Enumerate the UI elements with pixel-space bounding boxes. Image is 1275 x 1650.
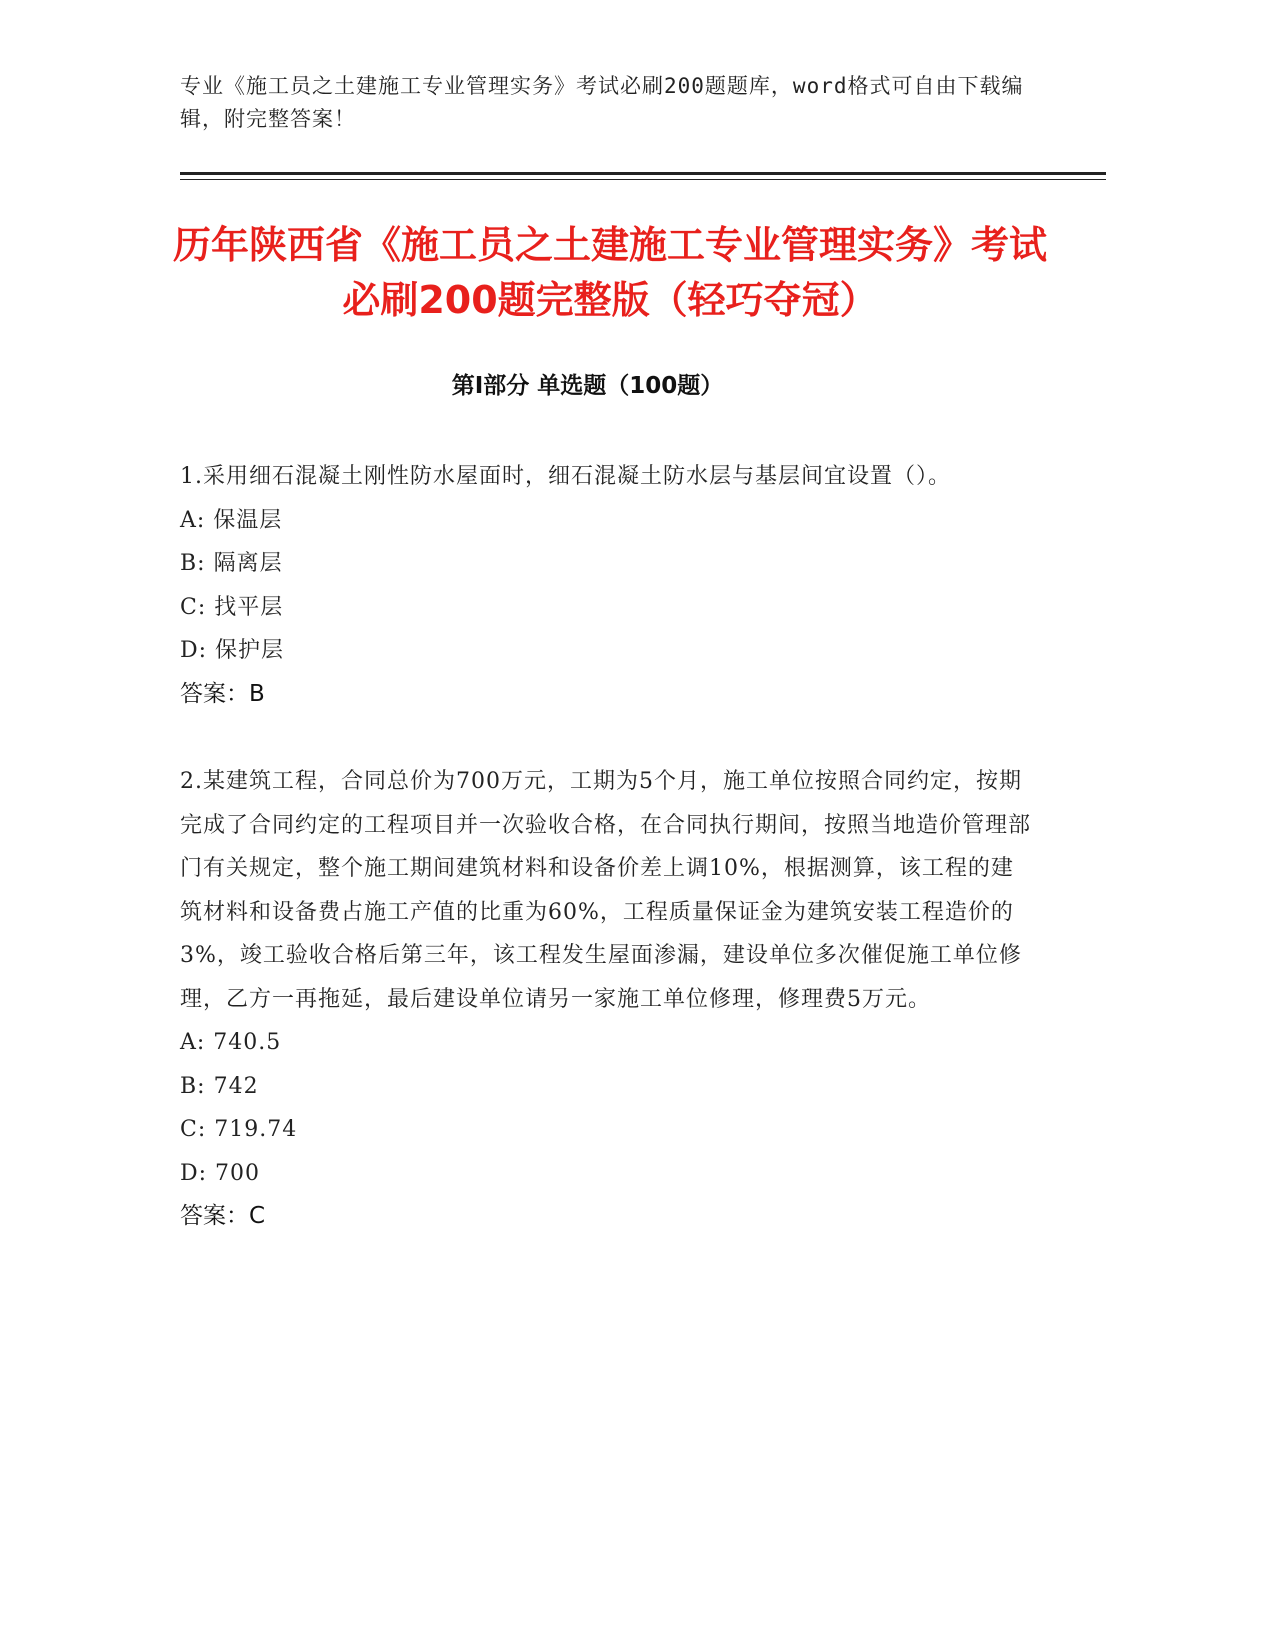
option-a: A: 740.5 <box>180 1030 282 1055</box>
question-1 <box>180 455 1040 716</box>
section-title: 第Ⅰ部分 单选题（100题） <box>451 373 724 399</box>
question-list <box>180 455 1040 1283</box>
option-c: C: 719.74 <box>180 1117 298 1142</box>
document-title: 历年陕西省《施工员之土建施工专业管理实务》考试必刷200题完整版（轻巧夺冠） <box>172 223 1047 322</box>
header-note: 专业《施工员之土建施工专业管理实务》考试必刷200题题库，word格式可自由下载编辑，附完整答案！ <box>180 74 1024 131</box>
header-divider-thin <box>180 179 1106 180</box>
option-d: D: 700 <box>180 1160 261 1186</box>
option-c: C: 找平层 <box>180 594 284 620</box>
question-stem: 2.某建筑工程，合同总价为700万元，工期为5个月，施工单位按照合同约定，按期完成了合同约定的工程项目并一次验收合格，在合同执行期间，按照当地造价管理部门有关规定，整个施工期间建筑材料和设备价差上调10%，根据测算，该工程的建筑材料和设备费占施工产值的比重为60%，工程质量保证金为建筑安装工程造价的3%，竣工验收合格后第三年，该工程发生屋面渗漏，建设单位多次催促施工单位修理，乙方一再拖延，最后建设单位请另一家施工单位修理，修理费5万元。 <box>180 769 1032 1012</box>
answer: 答案：B <box>180 680 265 707</box>
option-b: B: 742 <box>180 1073 259 1099</box>
answer: 答案：C <box>180 1203 266 1229</box>
option-a: A: 保温层 <box>180 507 283 533</box>
header-divider-thick <box>180 172 1106 175</box>
question-stem: 1.采用细石混凝土刚性防水屋面时，细石混凝土防水层与基层间宜设置（）。 <box>180 464 951 489</box>
option-d: D: 保护层 <box>180 638 285 663</box>
option-b: B: 隔离层 <box>180 551 283 576</box>
question-2 <box>180 760 1040 1239</box>
